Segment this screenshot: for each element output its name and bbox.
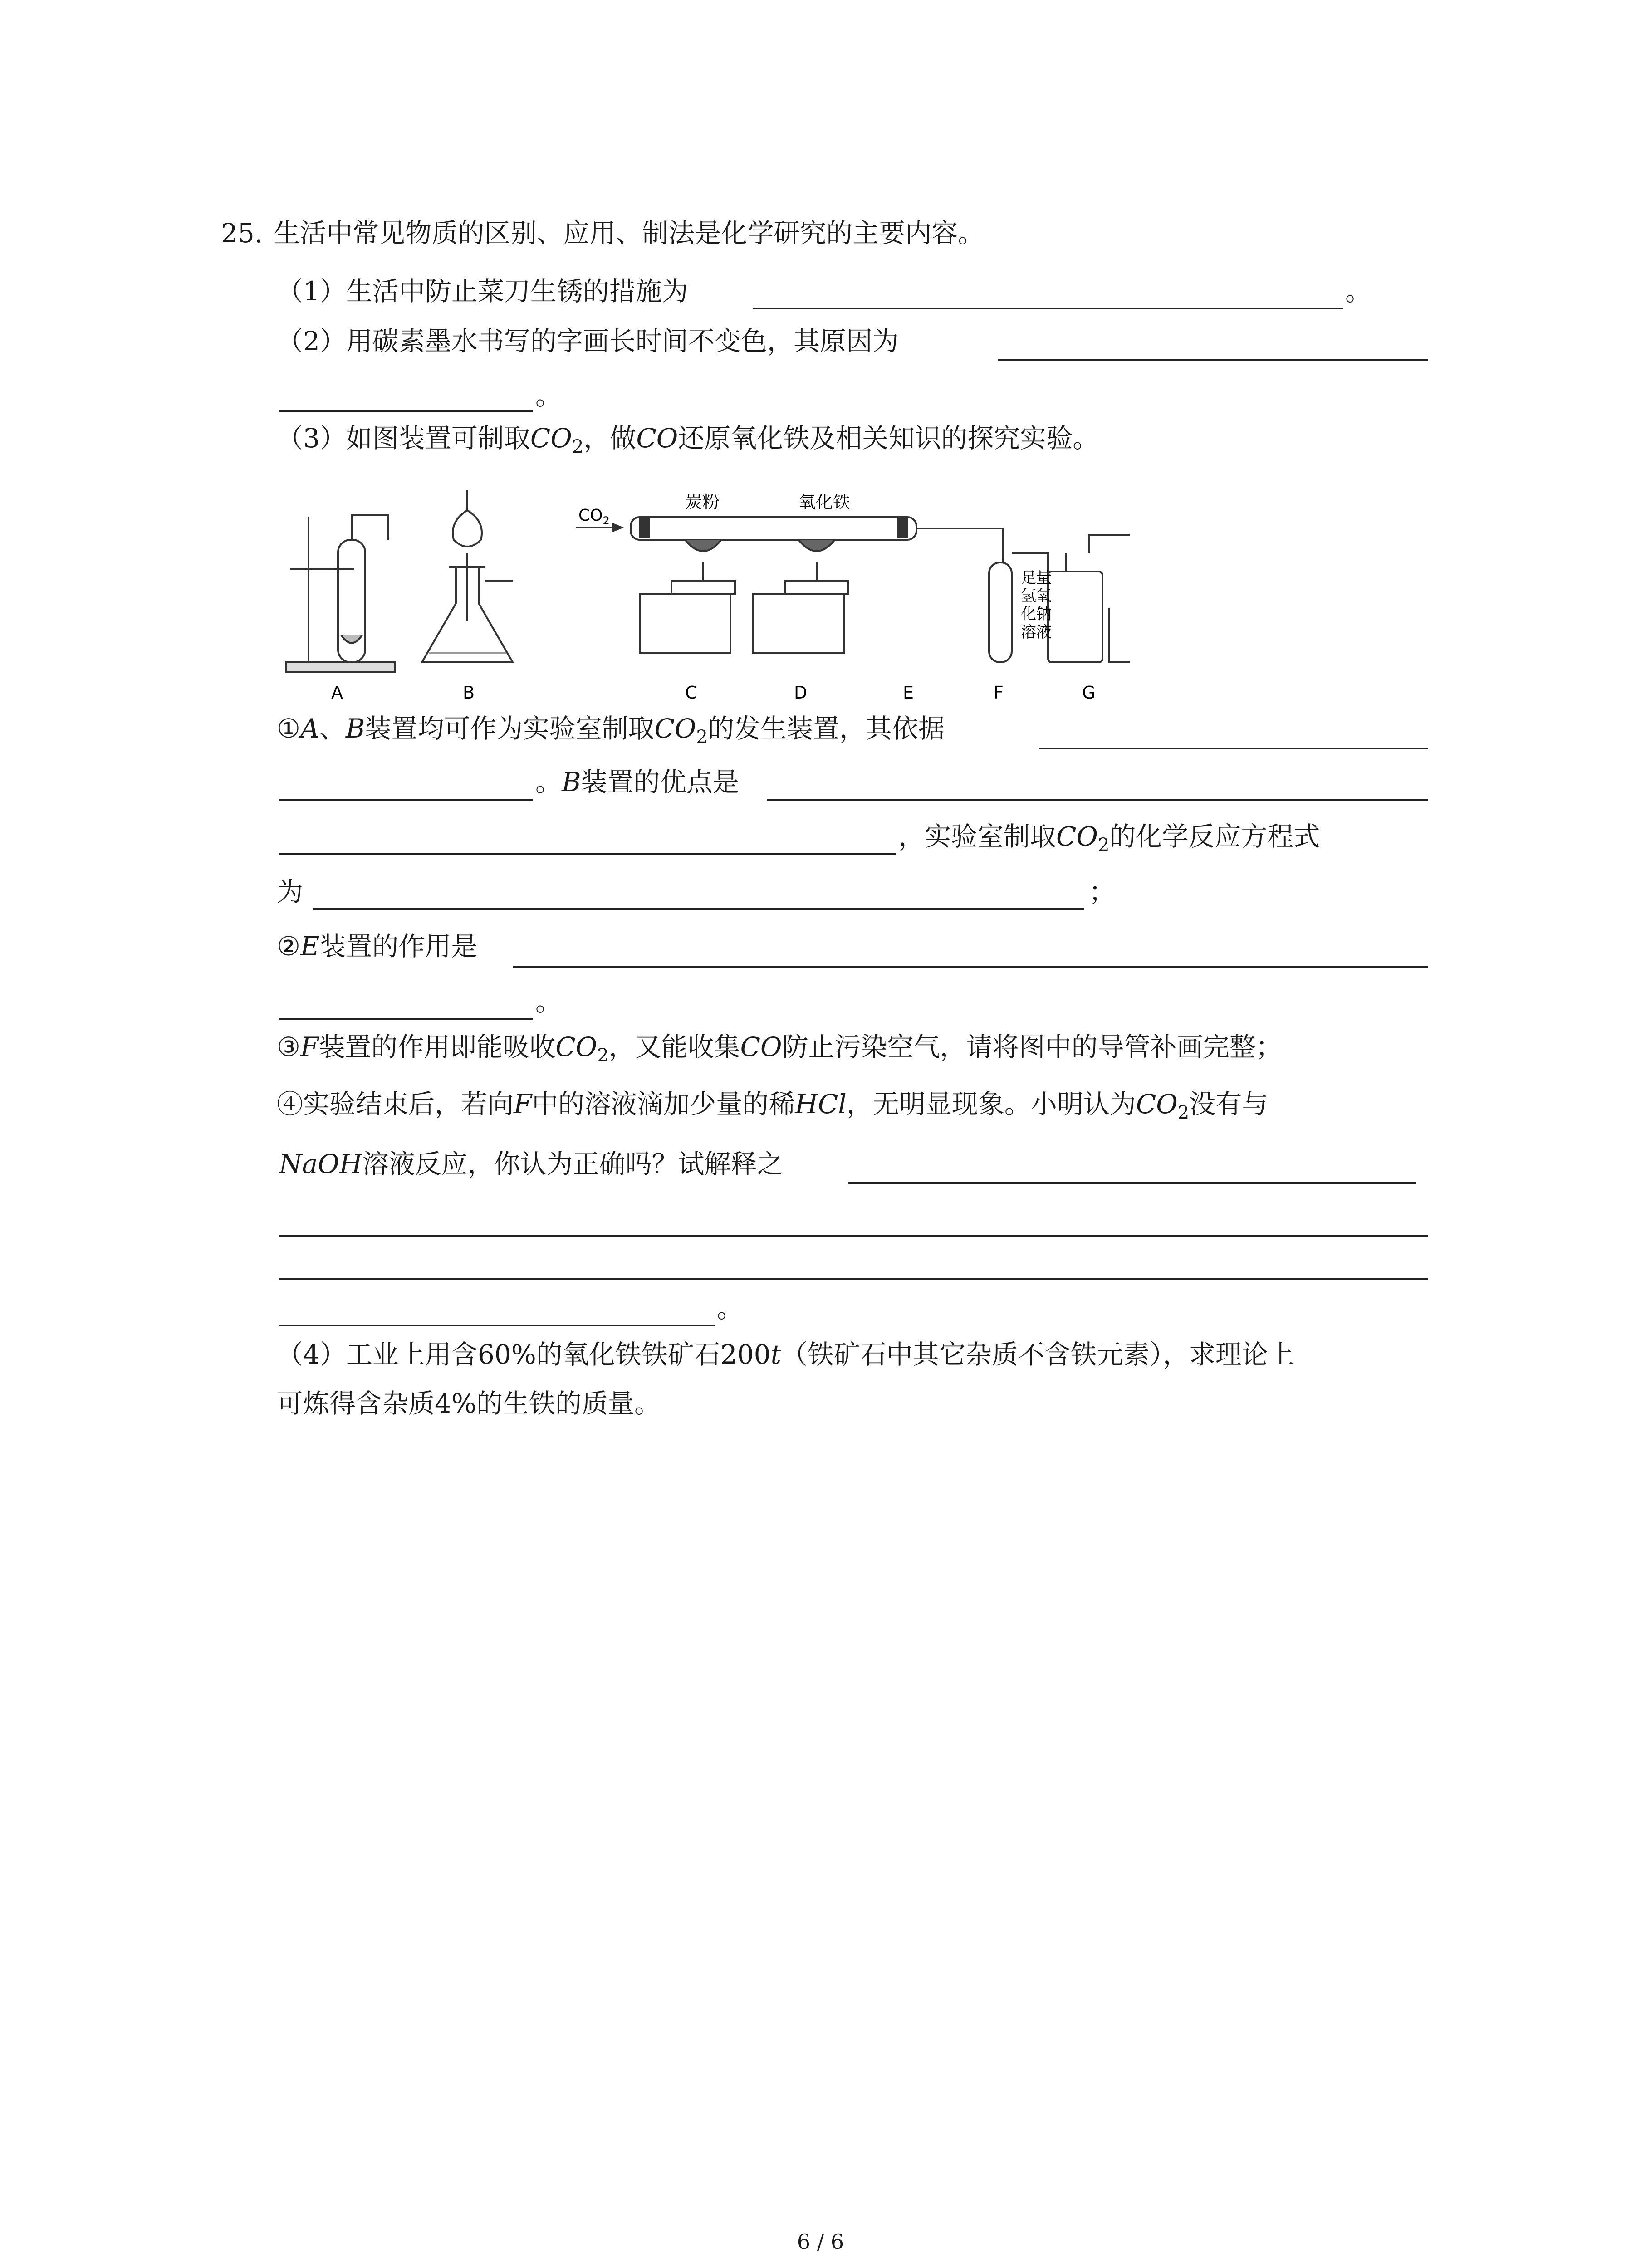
- sub-4-t2: 中的溶液滴加少量的稀: [532, 1089, 795, 1119]
- apparatus-a-ref: A: [300, 713, 319, 744]
- part-1-label: （1）: [277, 276, 346, 307]
- part-3-text-b: ，做: [583, 423, 637, 454]
- part-4-t2: 的氧化铁铁矿石: [536, 1339, 720, 1370]
- answer-blank-3-1c[interactable]: [767, 799, 1428, 801]
- formula-co2: $CO_2$: [1056, 821, 1110, 855]
- sub-4-t1: 实验结束后，若向: [303, 1089, 514, 1119]
- sub-3-mark: ③: [277, 1031, 300, 1062]
- sub-1-t6: ，实验室制取: [898, 821, 1057, 852]
- label-c: C: [685, 683, 697, 703]
- answer-blank-3-2a[interactable]: [513, 966, 1428, 968]
- answer-blank-3-4c[interactable]: [279, 1278, 1428, 1280]
- formula-naoh: NaOH: [279, 1149, 362, 1179]
- sub-4-end: 。: [717, 1293, 744, 1324]
- answer-blank-3-4b[interactable]: [279, 1235, 1428, 1237]
- part-4-t1: 工业上用含: [346, 1339, 478, 1370]
- answer-blank-2b[interactable]: [279, 410, 533, 412]
- part-3-label: （3）: [277, 423, 346, 454]
- apparatus-b-ref: B: [345, 713, 365, 744]
- naoh-label-4: 溶液: [1021, 623, 1052, 641]
- sub-1-line-3: [898, 820, 1320, 861]
- sub-1-mark: ①: [277, 713, 300, 744]
- label-f: F: [994, 683, 1004, 703]
- formula-hcl: HCl: [795, 1089, 847, 1119]
- sub-4-line-1: [277, 1088, 1268, 1129]
- part-1-end: 。: [1345, 276, 1372, 307]
- page-number: 6 / 6: [797, 2229, 844, 2254]
- part-2: [277, 325, 899, 357]
- part-4-line-1: [277, 1338, 1294, 1371]
- mass-unit: t: [770, 1339, 781, 1370]
- answer-blank-2a[interactable]: [998, 359, 1428, 361]
- answer-blank-3-1a[interactable]: [1039, 748, 1428, 749]
- part-2-text: 用碳素墨水书写的字画长时间不变色，其原因为: [346, 326, 899, 357]
- question-header: [221, 217, 984, 249]
- answer-blank-3-4d[interactable]: [279, 1325, 715, 1326]
- label-g: G: [1082, 683, 1096, 703]
- sub-4-t4: 没有与: [1189, 1089, 1269, 1119]
- apparatus-a: [286, 515, 395, 672]
- sub-2-text: 装置的作用是: [319, 931, 478, 962]
- answer-blank-1[interactable]: [753, 308, 1343, 309]
- part-4-t3: （铁矿石中其它杂质不含铁元素），求理论上: [781, 1339, 1294, 1370]
- sub-1-t4: 。: [535, 767, 562, 797]
- sub-1-t7: 的化学反应方程式: [1109, 821, 1320, 852]
- sub-4-mark: ④: [277, 1089, 304, 1119]
- naoh-label-3: 化钠: [1021, 605, 1052, 623]
- sub-2: [277, 930, 477, 963]
- formula-co: CO: [740, 1031, 782, 1062]
- answer-blank-3-1e[interactable]: [313, 908, 1084, 910]
- sub-2-mark: ②: [277, 931, 300, 962]
- part-3-text-c: 还原氧化铁及相关知识的探究实验。: [678, 423, 1099, 454]
- sub-4-line-2: [279, 1148, 783, 1180]
- apparatus-b: [422, 490, 513, 662]
- apparatus-e-ref: E: [300, 931, 320, 962]
- answer-blank-3-2b[interactable]: [279, 1018, 533, 1020]
- sub-2-end: 。: [535, 986, 562, 1017]
- sub-1-t8: 为: [277, 876, 304, 907]
- formula-co2: $CO_2$: [555, 1031, 609, 1066]
- sub-1-line-1: [277, 712, 945, 753]
- naoh-label-2: 氢氧: [1021, 587, 1052, 605]
- label-d: D: [794, 683, 808, 703]
- answer-blank-3-1d[interactable]: [279, 853, 896, 855]
- sub-4-t5: 溶液反应，你认为正确吗？试解释之: [362, 1149, 784, 1179]
- sub-3: [277, 1031, 1282, 1072]
- part-3-text-a: 如图装置可制取: [346, 423, 530, 454]
- label-b: B: [463, 683, 475, 703]
- part-2-label: （2）: [277, 326, 346, 357]
- part-1-text: 生活中防止菜刀生锈的措施为: [346, 276, 688, 307]
- answer-blank-3-4a[interactable]: [848, 1182, 1416, 1184]
- sub-3-t1: 装置的作用即能吸收: [318, 1031, 556, 1062]
- sub-4-t3: ，无明显现象。小明认为: [846, 1089, 1136, 1119]
- label-e: E: [903, 683, 914, 703]
- formula-co: CO: [636, 423, 678, 454]
- part-4-t5: 的生铁的质量。: [476, 1388, 661, 1419]
- naoh-label-1: 足量: [1021, 569, 1052, 587]
- carbon-label: 炭粉: [685, 492, 720, 512]
- formula-co2: $CO_2$: [1136, 1089, 1190, 1123]
- apparatus-f-ref-2: F: [514, 1089, 532, 1119]
- apparatus-cd: [576, 517, 916, 653]
- sub-1-t9: ；: [1089, 876, 1116, 907]
- ore-mass: 200: [720, 1339, 771, 1370]
- part-2-end: 。: [535, 380, 562, 411]
- sub-1-t5: 装置的优点是: [581, 767, 739, 797]
- ore-percentage: 60%: [477, 1339, 536, 1370]
- sub-1-line-2: [535, 766, 739, 798]
- sub-1-t2: 装置均可作为实验室制取: [365, 713, 655, 744]
- answer-blank-3-1b[interactable]: [279, 799, 533, 801]
- sub-3-t2: ，又能收集: [608, 1031, 740, 1062]
- apparatus-b-ref-2: B: [562, 767, 581, 797]
- question-number: 25.: [221, 218, 263, 249]
- sub-1-t3: 的发生装置，其依据: [707, 713, 945, 744]
- part-4-label: （4）: [277, 1339, 346, 1370]
- part-4-line-2: [277, 1387, 661, 1420]
- sub-1-t1: 、: [319, 713, 346, 744]
- iron-oxide-label: 氧化铁: [798, 492, 851, 512]
- apparatus-f-ref: F: [300, 1031, 319, 1062]
- sub-3-t3: 防止污染空气，请将图中的导管补画完整；: [782, 1031, 1282, 1062]
- part-3: [277, 422, 1099, 463]
- formula-co2: $CO_2$: [654, 713, 708, 748]
- part-4-t4: 可炼得含杂质: [277, 1388, 435, 1419]
- formula-co2: $CO_2$: [530, 423, 584, 457]
- co2-inlet-label: $CO_2$: [578, 506, 610, 527]
- apparatus-figure: [277, 472, 1130, 708]
- label-a: A: [331, 683, 343, 703]
- impurity-percentage: 4%: [435, 1388, 477, 1419]
- question-intro: 生活中常见物质的区别、应用、制法是化学研究的主要内容。: [274, 218, 985, 249]
- part-1: [277, 275, 688, 308]
